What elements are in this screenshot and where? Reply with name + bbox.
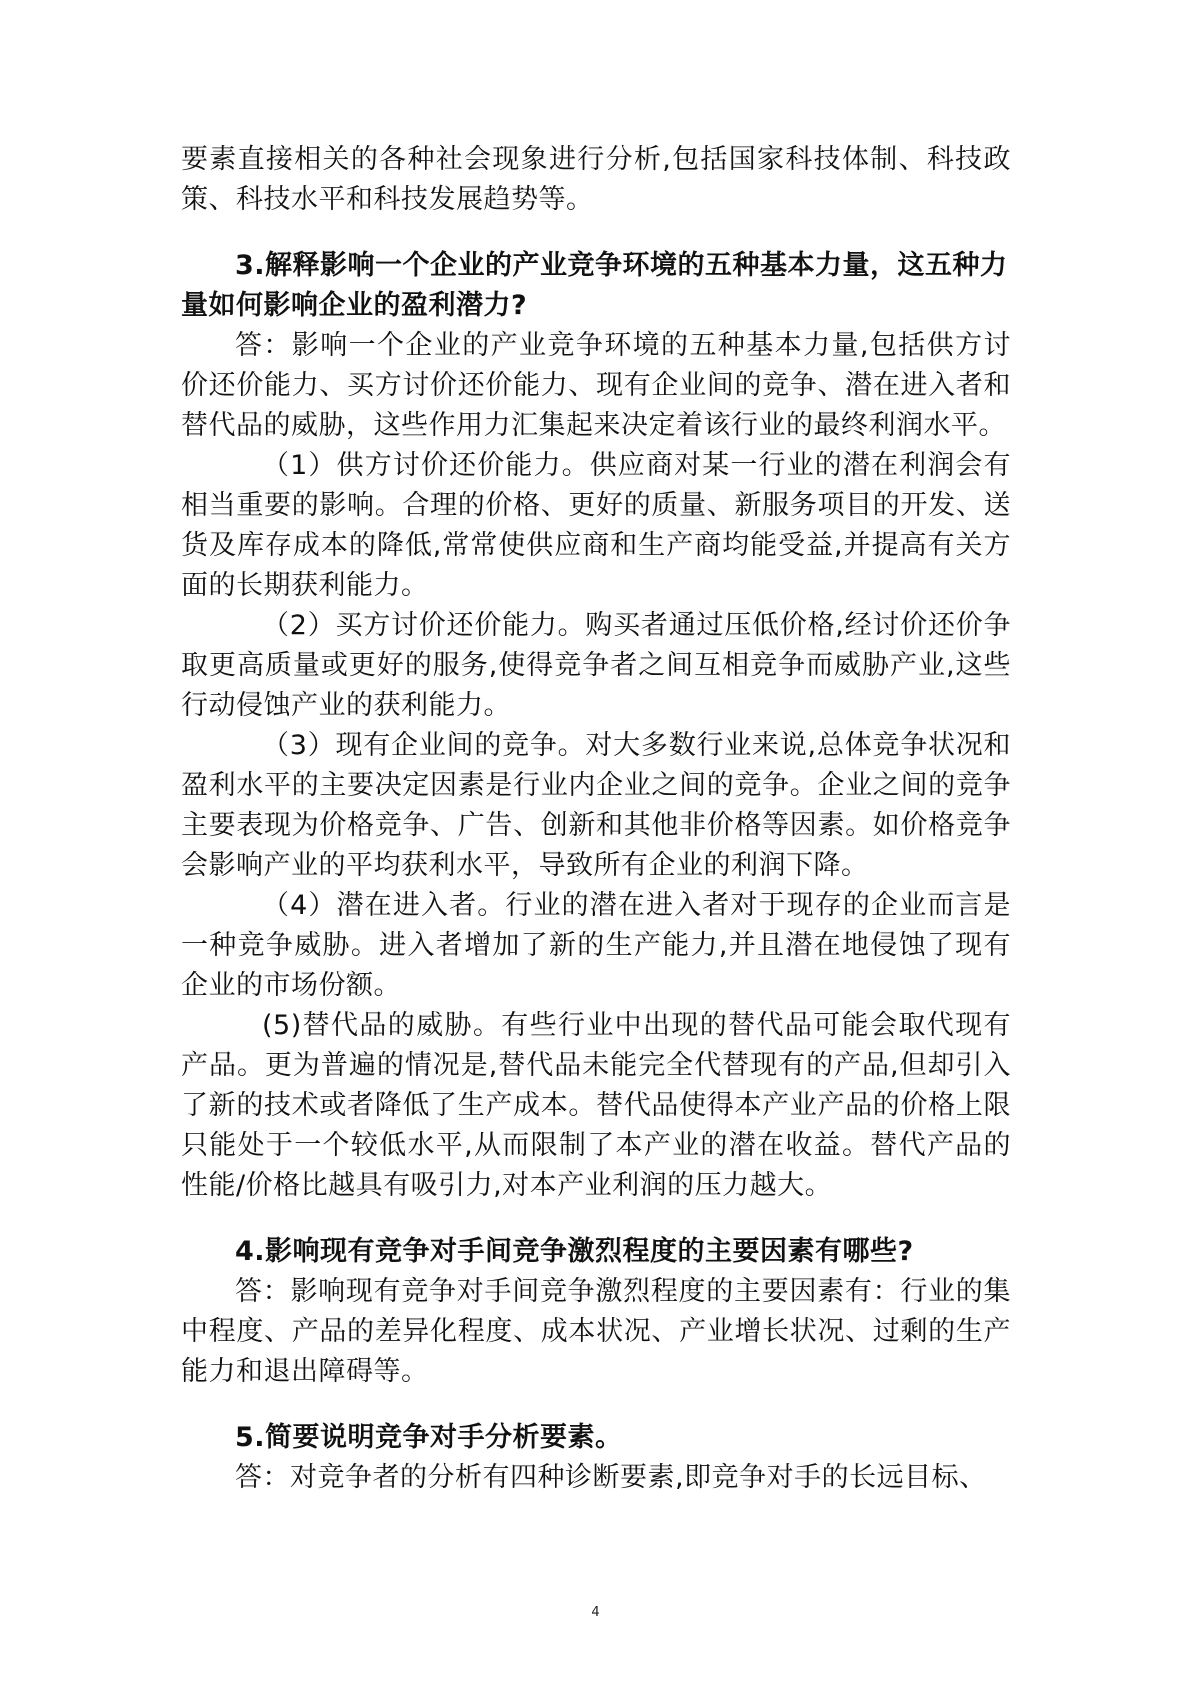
section-4-heading: 4.影响现有竞争对手间竞争激烈程度的主要因素有哪些? [235, 1236, 914, 1267]
page-number: 4 [591, 1605, 600, 1620]
document-body [181, 140, 1011, 1498]
section-3-point-4: （4）潜在进入者。行业的潜在进入者对于现存的企业而言是一种竞争威胁。进入者增加了新的生产能力,并且潜在地侵蚀了现有企业的市场份额。 [181, 890, 1011, 1001]
section-3-point-2: （2）买方讨价还价能力。购买者通过压低价格,经讨价还价争取更高质量或更好的服务,使得竞争者之间互相竞争而威胁产业,这些行动侵蚀产业的获利能力。 [181, 610, 1011, 721]
section-3-point-1: （1）供方讨价还价能力。供应商对某一行业的潜在利润会有相当重要的影响。合理的价格、更好的质量、新服务项目的开发、送货及库存成本的降低,常常使供应商和生产商均能受益,并提高有关方面的长期获利能力。 [181, 450, 1011, 601]
section-3-answer: 答：影响一个企业的产业竞争环境的五种基本力量,包括供方讨价还价能力、买方讨价还价能力、现有企业间的竞争、潜在进入者和替代品的威胁，这些作用力汇集起来决定着该行业的最终利润水平。 [181, 330, 1011, 441]
section-5-heading: 5.简要说明竞争对手分析要素。 [235, 1422, 623, 1453]
section-3-heading: 3.解释影响一个企业的产业竞争环境的五种基本力量，这五种力量如何影响企业的盈利潜力? [181, 250, 1008, 321]
section-5-answer: 答：对竞争者的分析有四种诊断要素,即竞争对手的长远目标、 [235, 1462, 987, 1493]
section-3-point-5: (5)替代品的威胁。有些行业中出现的替代品可能会取代现有产品。更为普遍的情况是,替代品未能完全代替现有的产品,但却引入了新的技术或者降低了生产成本。替代品使得本产业产品的价格上限只能处于一个较低水平,从而限制了本产业的潜在收益。替代产品的性能/价格比越具有吸引力,对本产业利润的压力越大。 [181, 1010, 1011, 1201]
section-4-answer: 答：影响现有竞争对手间竞争激烈程度的主要因素有：行业的集中程度、产品的差异化程度、成本状况、产业增长状况、过剩的生产能力和退出障碍等。 [181, 1276, 1011, 1387]
spacer [181, 1392, 1011, 1418]
section-3-point-3: （3）现有企业间的竞争。对大多数行业来说,总体竞争状况和盈利水平的主要决定因素是行业内企业之间的竞争。企业之间的竞争主要表现为价格竞争、广告、创新和其他非价格等因素。如价格竞争会影响产业的平均获利水平，导致所有企业的利润下降。 [181, 730, 1011, 881]
spacer [181, 1206, 1011, 1232]
spacer [181, 220, 1011, 246]
continuation-paragraph: 要素直接相关的各种社会现象进行分析,包括国家科技体制、科技政策、科技水平和科技发展趋势等。 [181, 144, 1011, 215]
